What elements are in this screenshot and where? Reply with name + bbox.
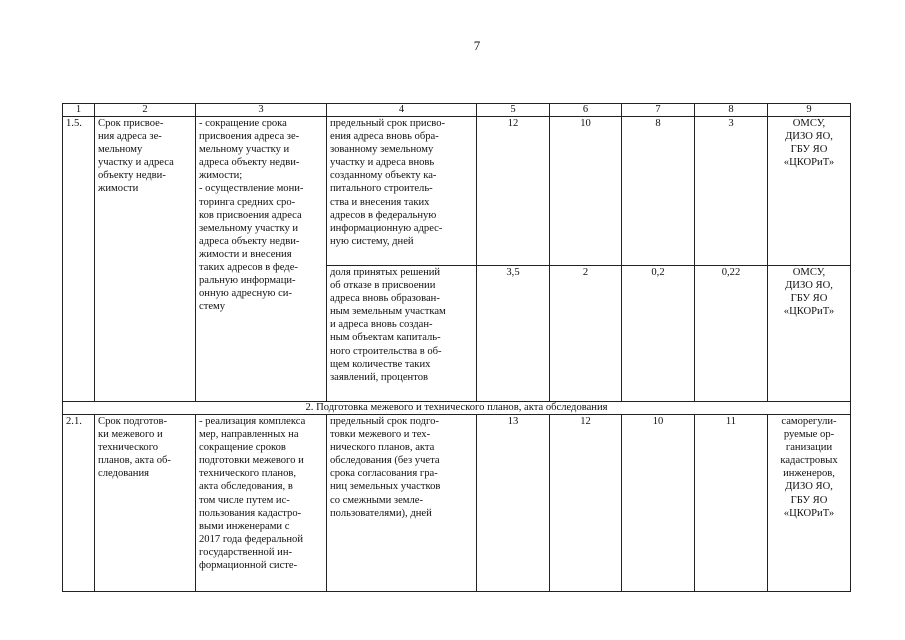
section-title: 2. Подготовка межевого и технического планов, акта обследования <box>63 402 851 415</box>
value-col6: 2 <box>550 266 622 402</box>
value-col8: 0,22 <box>695 266 768 402</box>
value-col7: 0,2 <box>622 266 695 402</box>
column-header: 1 <box>63 104 95 117</box>
responsible-org: ОМСУ, ДИЗО ЯО, ГБУ ЯО «ЦКОРиТ» <box>768 117 851 266</box>
column-header: 7 <box>622 104 695 117</box>
table-row <box>63 117 851 266</box>
responsible-org: ОМСУ, ДИЗО ЯО, ГБУ ЯО «ЦКОРиТ» <box>768 266 851 402</box>
value-col7: 10 <box>622 415 695 592</box>
table-row <box>63 415 851 592</box>
row-measures: - сокращение срока присвоения адреса зе- мельному участку и адреса объекту недви- жимости; - осуществление мони- торинга средних сро- ков присвоения адреса земельному участку и адреса объекту недви- жимости и внесения таких адресов в феде- ральную информаци- онную адресную си- стему <box>196 117 327 402</box>
value-col6: 12 <box>550 415 622 592</box>
indicator-text: доля принятых решений об отказе в присвоении адреса вновь образован- ным земельным участкам и адреса вновь создан- ным объектам капиталь- ного строительства в об- щем количестве таких заявлений, процентов <box>327 266 477 402</box>
value-col6: 10 <box>550 117 622 266</box>
section-row <box>63 402 851 415</box>
measures-table <box>62 103 851 592</box>
column-header: 3 <box>196 104 327 117</box>
row-name: Срок присвое- ния адреса зе- мельному участку и адреса объекту недви- жимости <box>95 117 196 402</box>
value-col8: 11 <box>695 415 768 592</box>
page-number: 7 <box>473 38 481 53</box>
value-col7: 8 <box>622 117 695 266</box>
header-row <box>63 104 851 117</box>
indicator-text: предельный срок подго- товки межевого и тех- нического планов, акта обследования (без учета срока согласования гра- ниц земельных участков со смежными земле- пользователями), дней <box>327 415 477 592</box>
column-header: 6 <box>550 104 622 117</box>
column-header: 5 <box>477 104 550 117</box>
responsible-org: саморегули- руемые ор- ганизации кадастровых инженеров, ДИЗО ЯО, ГБУ ЯО «ЦКОРиТ» <box>768 415 851 592</box>
column-header: 2 <box>95 104 196 117</box>
value-col5: 13 <box>477 415 550 592</box>
value-col5: 3,5 <box>477 266 550 402</box>
row-number: 2.1. <box>63 415 95 592</box>
indicator-text: предельный срок присво- ения адреса вновь обра- зованному земельному участку и адреса вновь созданному объекту ка- питального строитель- ства и внесения таких адресов в федеральную информационную адрес- ную систему, дней <box>327 117 477 266</box>
row-number: 1.5. <box>63 117 95 402</box>
column-header: 4 <box>327 104 477 117</box>
row-measures: - реализация комплекса мер, направленных на сокращение сроков подготовки межевого и технического планов, акта обследования, в том числе путем ис- пользования кадастро- выми инженерами с 2017 года федеральной государственной ин- формационной систе- <box>196 415 327 592</box>
value-col8: 3 <box>695 117 768 266</box>
column-header: 9 <box>768 104 851 117</box>
column-header: 8 <box>695 104 768 117</box>
row-name: Срок подготов- ки межевого и технического планов, акта об- следования <box>95 415 196 592</box>
value-col5: 12 <box>477 117 550 266</box>
